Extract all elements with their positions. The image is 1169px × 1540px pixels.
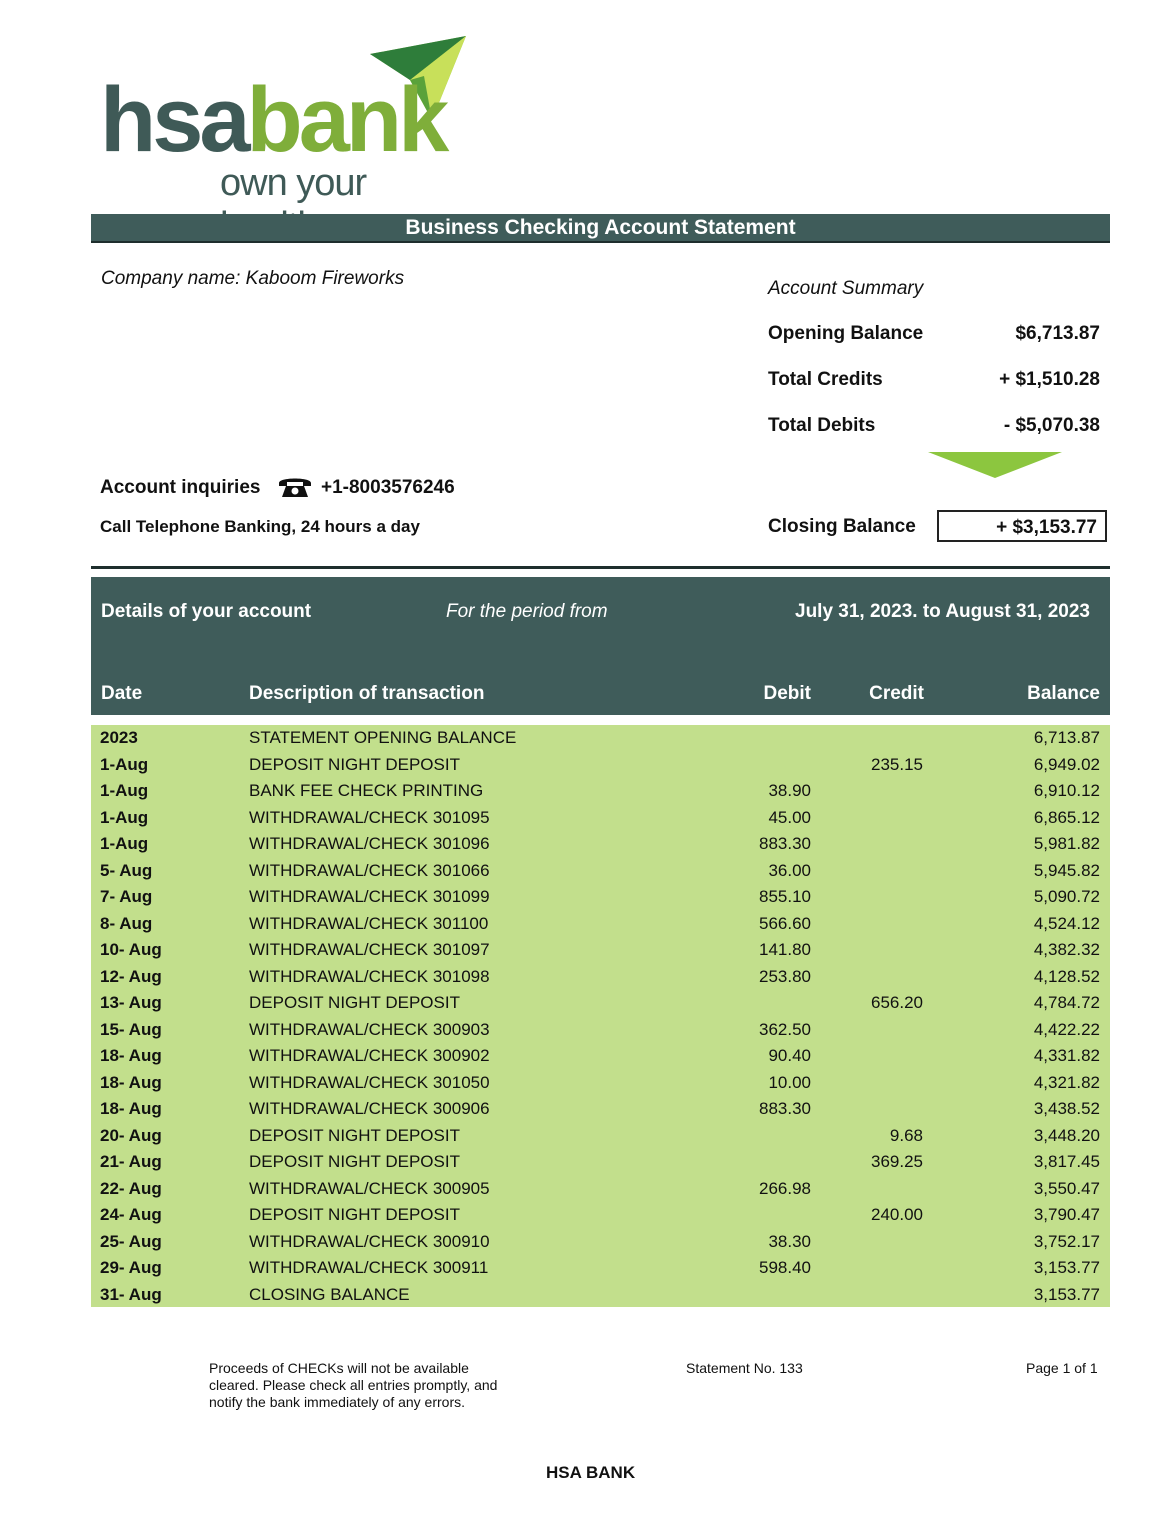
- logo-wordmark: [100, 69, 446, 171]
- statement-period: July 31, 2023. to August 31, 2023: [795, 601, 1090, 622]
- tx-balance: 3,153.77: [1033, 1284, 1100, 1304]
- table-row: [91, 858, 1110, 884]
- account-inquiries-label: Account inquiries: [100, 477, 261, 498]
- column-header-balance: Balance: [1027, 683, 1100, 704]
- tx-description: WITHDRAWAL/CHECK 300911: [249, 1258, 489, 1277]
- tx-date: 18- Aug: [100, 1099, 162, 1118]
- company-name: Company name: Kaboom Fireworks: [101, 268, 405, 289]
- tx-balance: 4,382.32: [1033, 940, 1100, 959]
- tx-balance: 4,524.12: [1033, 913, 1100, 933]
- tx-debit: 253.80: [759, 966, 811, 986]
- tx-debit: 141.80: [759, 940, 811, 959]
- tx-description: WITHDRAWAL/CHECK 300903: [249, 1019, 490, 1039]
- details-title: Details of your account: [101, 601, 312, 622]
- logo-wordmark-hsa: hsa: [100, 69, 247, 171]
- table-row: [91, 1255, 1110, 1281]
- arrow-down-icon: [928, 452, 1062, 478]
- tx-description: DEPOSIT NIGHT DEPOSIT: [249, 1152, 460, 1171]
- tx-description: WITHDRAWAL/CHECK 301098: [249, 966, 490, 986]
- summary-value: + $1,510.28: [999, 369, 1100, 390]
- tx-debit: 90.40: [768, 1046, 811, 1065]
- table-row: [91, 1149, 1110, 1175]
- notice-line: notify the bank immediately of any errors.: [209, 1394, 466, 1410]
- bank-name-footer: HSA BANK: [546, 1463, 636, 1482]
- tx-date: 8- Aug: [100, 913, 153, 933]
- tx-debit: 566.60: [759, 913, 811, 933]
- tx-date: 2023: [100, 728, 138, 747]
- table-row: [91, 1043, 1110, 1069]
- table-row: [91, 1123, 1110, 1149]
- tx-date: 1-Aug: [100, 807, 149, 827]
- tx-balance: 6,949.02: [1033, 754, 1100, 774]
- summary-label: Total Debits: [768, 415, 876, 436]
- tx-debit: 883.30: [759, 1099, 811, 1118]
- statement-title: Business Checking Account Statement: [405, 216, 796, 239]
- tx-debit: 38.30: [768, 1231, 811, 1251]
- tx-description: WITHDRAWAL/CHECK 301097: [249, 940, 490, 959]
- table-row: [91, 937, 1110, 963]
- tx-balance: 3,790.47: [1033, 1205, 1100, 1224]
- tx-balance: 3,752.17: [1033, 1231, 1100, 1251]
- tx-debit: 36.00: [768, 860, 811, 880]
- tx-date: 10- Aug: [100, 940, 162, 959]
- tx-description: DEPOSIT NIGHT DEPOSIT: [249, 1205, 460, 1224]
- tx-balance: 6,910.12: [1033, 781, 1100, 800]
- tx-description: WITHDRAWAL/CHECK 300902: [249, 1046, 490, 1065]
- tx-description: WITHDRAWAL/CHECK 301100: [249, 913, 489, 933]
- tx-balance: 5,945.82: [1033, 860, 1100, 880]
- summary-value: $6,713.87: [1015, 323, 1100, 344]
- inquiries-phone-number: +1-8003576246: [321, 477, 455, 498]
- account-summary-title: Account Summary: [768, 278, 924, 299]
- tx-credit: 240.00: [871, 1205, 923, 1224]
- tx-date: 18- Aug: [100, 1072, 162, 1092]
- table-row: [91, 1176, 1110, 1202]
- column-header-debit: Debit: [763, 683, 811, 704]
- tx-date: 1-Aug: [100, 754, 149, 774]
- tx-credit: 9.68: [889, 1125, 923, 1145]
- tx-date: 15- Aug: [100, 1019, 162, 1039]
- notice-line: Proceeds of CHECKs will not be available: [209, 1360, 469, 1376]
- tx-balance: 3,448.20: [1033, 1125, 1100, 1145]
- closing-balance-label: Closing Balance: [768, 516, 916, 537]
- summary-label: Total Credits: [768, 369, 883, 390]
- telephone-icon: [277, 474, 313, 498]
- table-row: [91, 990, 1110, 1016]
- tx-date: 13- Aug: [100, 993, 162, 1012]
- tx-date: 21- Aug: [100, 1152, 162, 1171]
- tx-balance: 5,981.82: [1033, 834, 1100, 853]
- table-row: [91, 1202, 1110, 1228]
- section-divider: [91, 566, 1110, 569]
- tx-balance: 6,713.87: [1033, 728, 1100, 747]
- logo-tagline-text: own your: [220, 162, 367, 204]
- tx-debit: 855.10: [759, 887, 811, 906]
- tx-balance: 4,422.22: [1033, 1019, 1100, 1039]
- tx-date: 29- Aug: [100, 1258, 162, 1277]
- column-header-date: Date: [101, 683, 143, 704]
- table-row: [91, 725, 1110, 751]
- table-row: [91, 1070, 1110, 1096]
- tx-debit: 266.98: [759, 1178, 811, 1198]
- tx-date: 31- Aug: [100, 1284, 162, 1304]
- tx-date: 5- Aug: [100, 860, 153, 880]
- tx-balance: 6,865.12: [1033, 807, 1100, 827]
- tx-description: WITHDRAWAL/CHECK 301066: [249, 860, 490, 880]
- table-row: [91, 1017, 1110, 1043]
- table-row: [91, 964, 1110, 990]
- column-header-description: Description of transaction: [249, 683, 485, 704]
- tx-description: DEPOSIT NIGHT DEPOSIT: [249, 993, 460, 1012]
- telephone-banking-note: Call Telephone Banking, 24 hours a day: [100, 517, 420, 536]
- tx-description: WITHDRAWAL/CHECK 301050: [249, 1072, 490, 1092]
- tx-date: 20- Aug: [100, 1125, 162, 1145]
- tx-date: 1-Aug: [100, 781, 149, 800]
- tx-credit: 656.20: [871, 993, 923, 1012]
- tx-debit: 598.40: [759, 1258, 811, 1277]
- tx-description: STATEMENT OPENING BALANCE: [249, 728, 517, 747]
- tx-debit: 883.30: [759, 834, 811, 853]
- tx-date: 25- Aug: [100, 1231, 162, 1251]
- tx-date: 18- Aug: [100, 1046, 162, 1065]
- logo-wordmark-bank: bank: [246, 69, 446, 171]
- tx-description: DEPOSIT NIGHT DEPOSIT: [249, 1125, 460, 1145]
- tx-debit: 362.50: [759, 1019, 811, 1039]
- tx-description: WITHDRAWAL/CHECK 301096: [249, 834, 490, 853]
- page-number: Page 1 of 1: [1026, 1360, 1098, 1376]
- hsa-bank-logo: [100, 30, 480, 210]
- tx-date: 24- Aug: [100, 1205, 162, 1224]
- table-row: [91, 778, 1110, 804]
- table-row: [91, 911, 1110, 937]
- table-row: [91, 884, 1110, 910]
- tx-balance: 3,550.47: [1033, 1178, 1100, 1198]
- tx-balance: 3,438.52: [1033, 1099, 1100, 1118]
- tx-date: 12- Aug: [100, 966, 162, 986]
- tx-description: DEPOSIT NIGHT DEPOSIT: [249, 754, 460, 774]
- tx-debit: 10.00: [768, 1072, 811, 1092]
- tx-description: CLOSING BALANCE: [249, 1284, 410, 1304]
- tx-balance: 4,784.72: [1033, 993, 1100, 1012]
- transactions-table: [91, 725, 1110, 1307]
- checks-notice: [209, 1360, 529, 1411]
- tx-balance: 4,128.52: [1033, 966, 1100, 986]
- tx-date: 1-Aug: [100, 834, 149, 853]
- statement-number: Statement No. 133: [686, 1360, 803, 1376]
- tx-description: WITHDRAWAL/CHECK 300910: [249, 1231, 490, 1251]
- tx-description: WITHDRAWAL/CHECK 301095: [249, 807, 490, 827]
- tx-balance: 5,090.72: [1033, 887, 1100, 906]
- tx-balance: 4,321.82: [1033, 1072, 1100, 1092]
- table-row: [91, 1282, 1110, 1308]
- tx-credit: 369.25: [871, 1152, 923, 1171]
- tx-credit: 235.15: [871, 754, 923, 774]
- tx-balance: 4,331.82: [1033, 1046, 1100, 1065]
- tx-balance: 3,153.77: [1033, 1258, 1100, 1277]
- table-row: [91, 831, 1110, 857]
- tx-debit: 45.00: [768, 807, 811, 827]
- tx-balance: 3,817.45: [1033, 1152, 1100, 1171]
- statement-title-bar: [91, 214, 1110, 243]
- summary-value: - $5,070.38: [1003, 415, 1100, 436]
- period-label: For the period from: [446, 601, 608, 622]
- tx-date: 7- Aug: [100, 887, 153, 906]
- notice-line: cleared. Please check all entries promptly, and: [209, 1377, 498, 1393]
- table-row: [91, 1229, 1110, 1255]
- closing-balance-value: + $3,153.77: [996, 517, 1097, 538]
- table-row: [91, 1096, 1110, 1122]
- tx-description: WITHDRAWAL/CHECK 300906: [249, 1099, 490, 1118]
- tx-debit: 38.90: [768, 781, 811, 800]
- summary-label: Opening Balance: [768, 323, 924, 344]
- closing-balance-box: [937, 510, 1107, 542]
- tx-description: BANK FEE CHECK PRINTING: [249, 781, 484, 800]
- table-row: [91, 752, 1110, 778]
- tx-description: WITHDRAWAL/CHECK 300905: [249, 1178, 490, 1198]
- account-details-header: [91, 577, 1110, 715]
- table-row: [91, 805, 1110, 831]
- tx-date: 22- Aug: [100, 1178, 162, 1198]
- tx-description: WITHDRAWAL/CHECK 301099: [249, 887, 490, 906]
- column-header-credit: Credit: [869, 683, 924, 704]
